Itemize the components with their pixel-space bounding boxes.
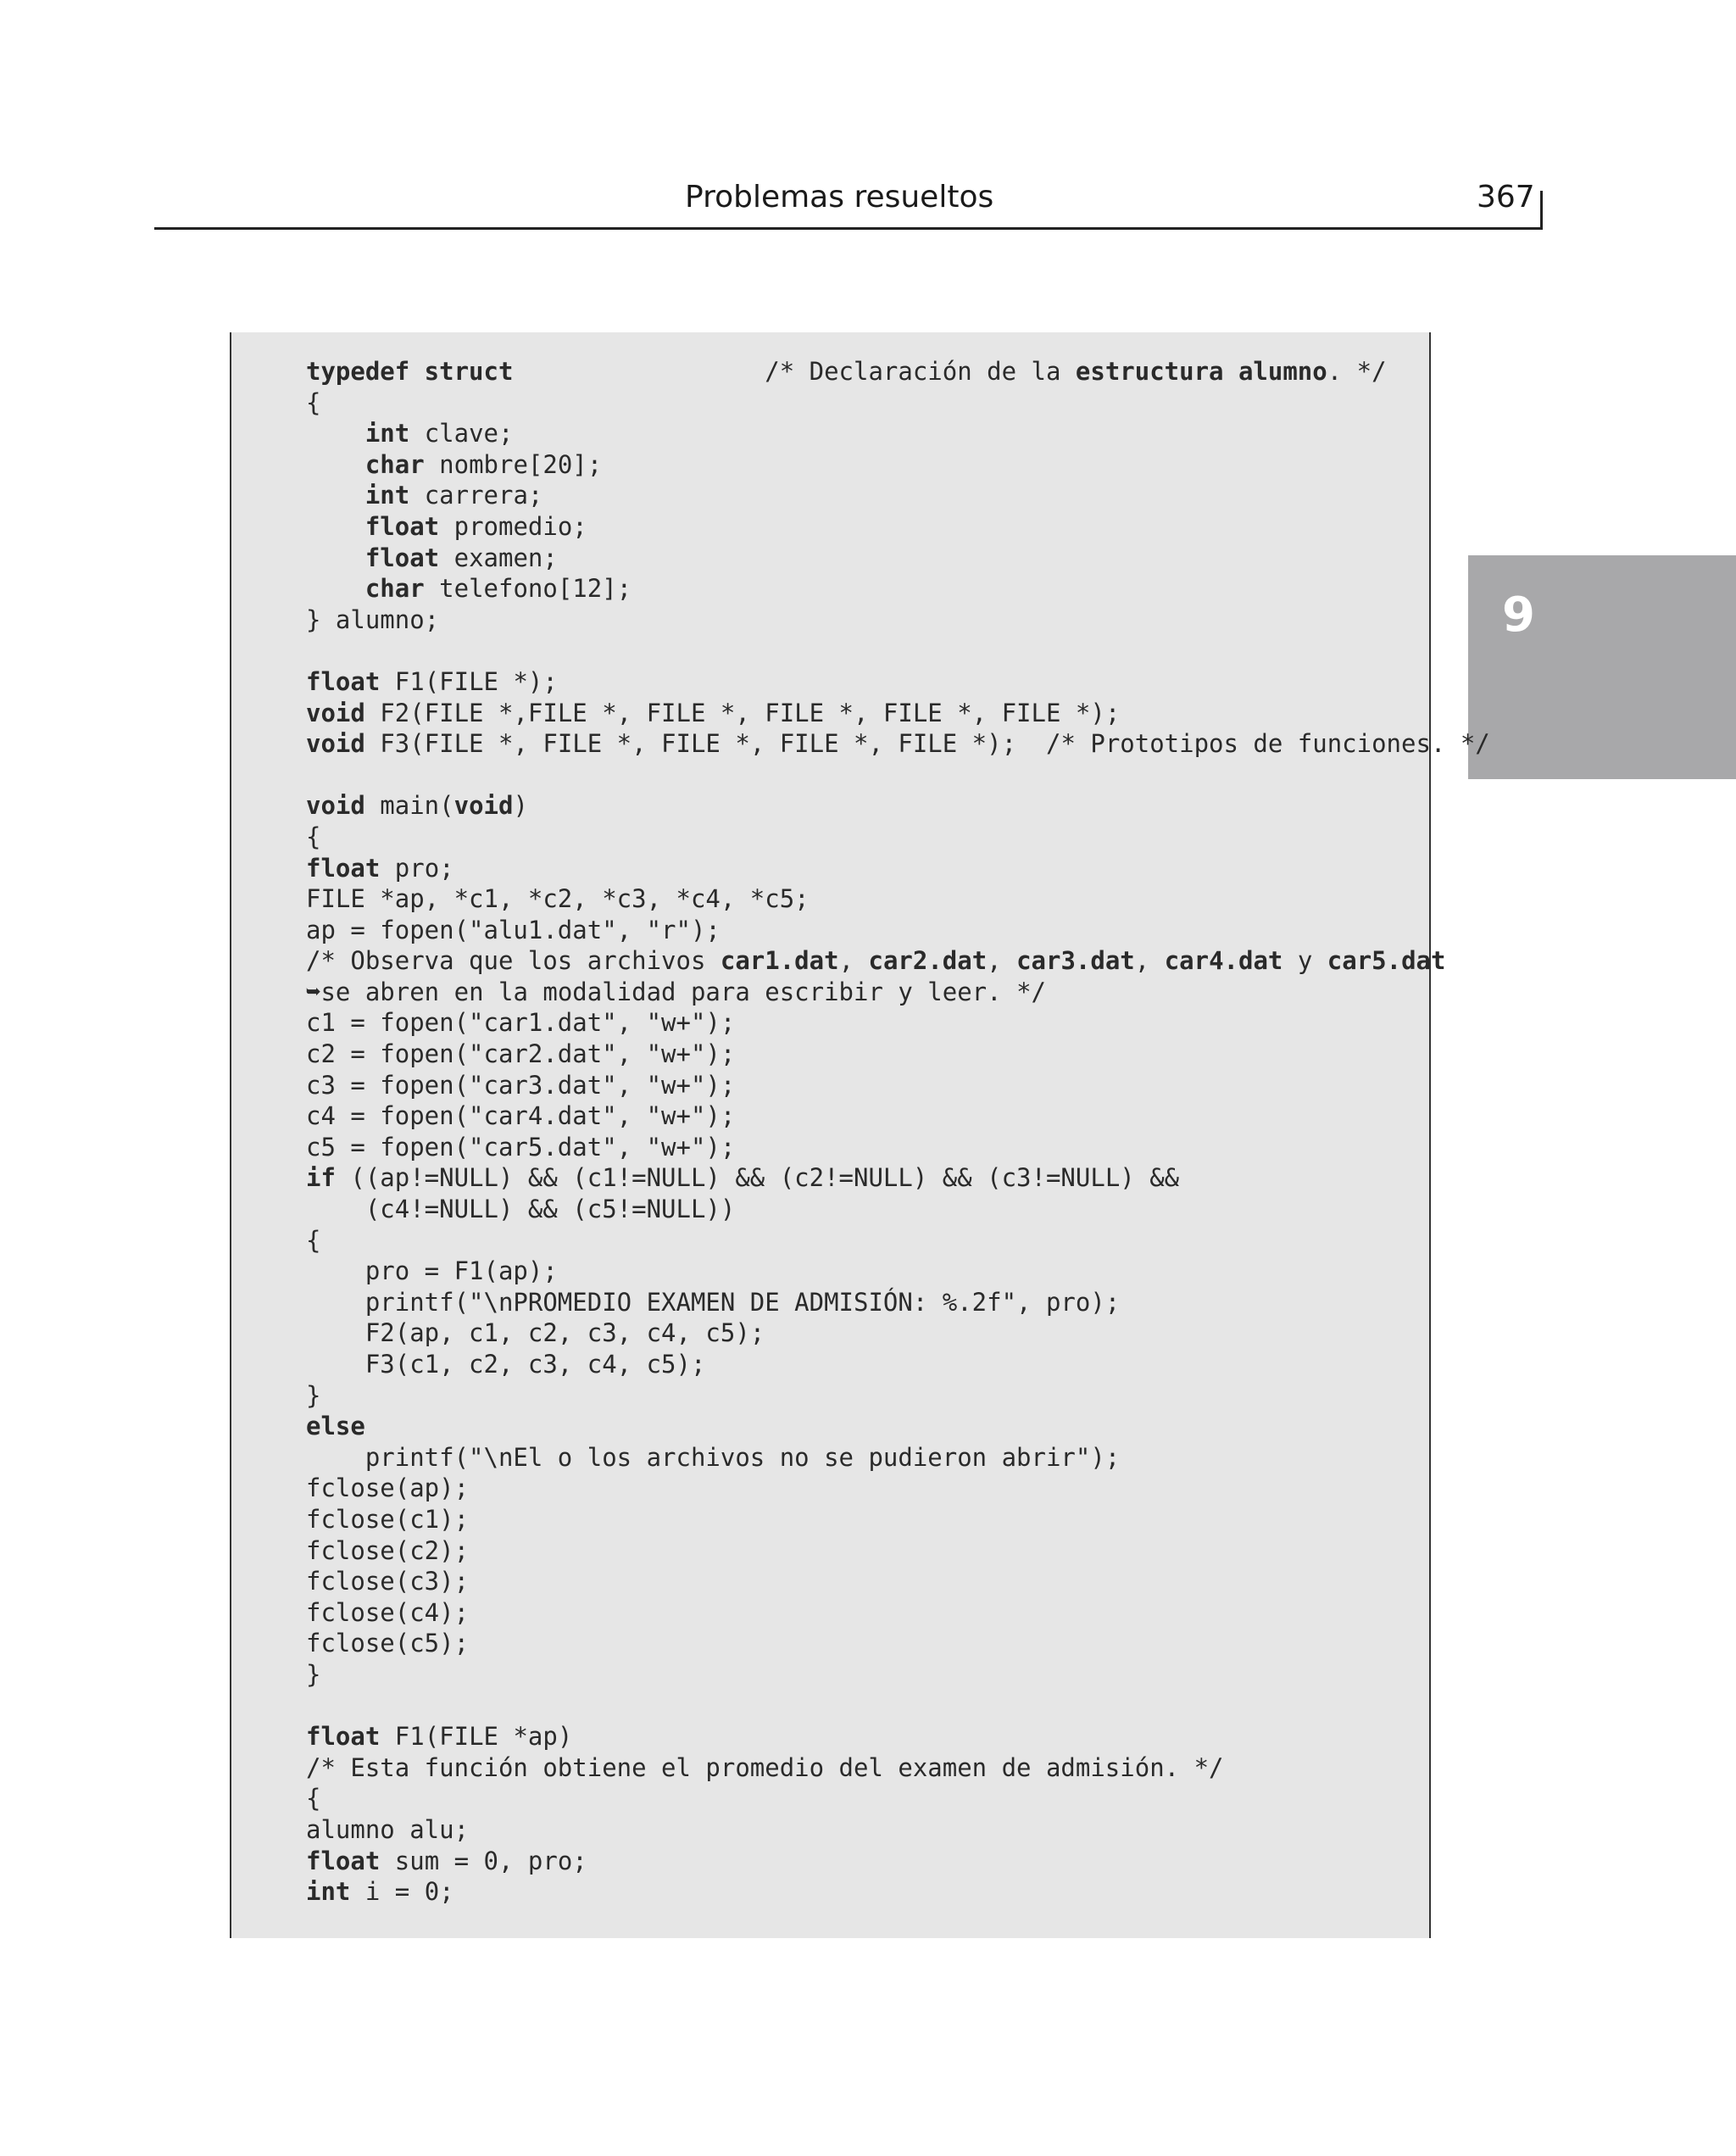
code-line bbox=[306, 418, 1490, 449]
code-line bbox=[306, 1007, 1490, 1039]
code-line bbox=[306, 945, 1490, 977]
code-keyword: ➥ bbox=[306, 977, 321, 1006]
code-line bbox=[306, 1846, 1490, 1877]
code-text: fclose(c5); bbox=[306, 1629, 470, 1658]
code-text: /* Observa que los archivos bbox=[306, 946, 721, 976]
code-text: ap = fopen("alu1.dat", "r"); bbox=[306, 915, 721, 944]
code-keyword: else bbox=[306, 1412, 365, 1441]
code-keyword: float bbox=[364, 543, 440, 572]
code-text: (c4!=NULL) && (c5!=NULL)) bbox=[306, 1195, 736, 1224]
code-keyword: int bbox=[306, 1877, 351, 1907]
code-text: , bbox=[987, 946, 1017, 976]
code-line bbox=[306, 543, 1490, 574]
code-keyword: char bbox=[364, 574, 425, 604]
code-text: ) bbox=[513, 791, 528, 821]
header-tick bbox=[1540, 191, 1543, 230]
code-line bbox=[306, 1597, 1490, 1629]
code-line bbox=[306, 1721, 1490, 1752]
code-keyword: float bbox=[306, 666, 381, 696]
code-text: se abren en la modalidad para escribir y leer. */ bbox=[320, 977, 1046, 1006]
code-text: pro = F1(ap); bbox=[306, 1256, 558, 1286]
code-text: F1(FILE *); bbox=[380, 666, 558, 696]
code-line bbox=[306, 1411, 1490, 1442]
code-text: y bbox=[1283, 946, 1327, 976]
code-keyword: car1.dat bbox=[720, 946, 839, 976]
code-listing bbox=[306, 356, 1490, 1908]
code-text: FILE *ap, *c1, *c2, *c3, *c4, *c5; bbox=[306, 884, 810, 914]
code-line bbox=[306, 790, 1490, 822]
code-text: . */ bbox=[1327, 357, 1387, 386]
code-line bbox=[306, 1628, 1490, 1659]
code-line bbox=[306, 1194, 1490, 1225]
code-line bbox=[306, 356, 1490, 387]
code-line bbox=[306, 573, 1490, 604]
code-text: pro; bbox=[380, 853, 454, 883]
code-line bbox=[306, 604, 1490, 636]
code-line bbox=[306, 822, 1490, 853]
code-line bbox=[306, 698, 1490, 729]
code-line bbox=[306, 1783, 1490, 1814]
code-line bbox=[306, 1566, 1490, 1597]
code-text: fclose(c1); bbox=[306, 1504, 470, 1534]
code-line bbox=[306, 635, 1490, 666]
code-text: F1(FILE *ap) bbox=[380, 1722, 573, 1752]
code-text bbox=[306, 574, 365, 603]
code-text: } bbox=[306, 1659, 321, 1689]
code-line bbox=[306, 1318, 1490, 1349]
code-keyword: car4.dat bbox=[1164, 946, 1283, 976]
code-keyword: estructura alumno bbox=[1075, 357, 1327, 386]
code-line bbox=[306, 1070, 1490, 1101]
page-number: 367 bbox=[1477, 180, 1535, 214]
code-line bbox=[306, 1287, 1490, 1318]
code-text bbox=[306, 450, 365, 479]
code-text: { bbox=[306, 1225, 321, 1255]
code-line bbox=[306, 1039, 1490, 1070]
code-line bbox=[306, 1442, 1490, 1474]
code-text: clave; bbox=[409, 419, 514, 448]
code-line bbox=[306, 760, 1490, 791]
code-text: ((ap!=NULL) && (c1!=NULL) && (c2!=NULL) && (c3!=NULL) && bbox=[335, 1163, 1180, 1193]
code-keyword: char bbox=[364, 449, 425, 479]
header-rule bbox=[154, 227, 1543, 230]
code-line bbox=[306, 1380, 1490, 1412]
code-text: /* Esta función obtiene el promedio del examen de admisión. */ bbox=[306, 1752, 1224, 1782]
code-line bbox=[306, 1659, 1490, 1691]
code-text: { bbox=[306, 1784, 321, 1813]
code-keyword: void bbox=[306, 791, 365, 821]
code-keyword: float bbox=[306, 1846, 381, 1875]
code-text: examen; bbox=[439, 543, 558, 572]
code-text: c5 = fopen("car5.dat", "w+"); bbox=[306, 1132, 736, 1162]
code-text: { bbox=[306, 822, 321, 851]
code-line bbox=[306, 1225, 1490, 1256]
code-text: } bbox=[306, 1380, 321, 1410]
code-listing-box bbox=[230, 332, 1490, 1938]
code-text: sum = 0, pro; bbox=[380, 1846, 587, 1875]
code-line bbox=[306, 1752, 1490, 1784]
chapter-number: 9 bbox=[1502, 588, 1535, 643]
code-text: telefono[12]; bbox=[424, 574, 632, 604]
code-keyword: typedef struct bbox=[306, 357, 514, 386]
code-line bbox=[306, 1814, 1490, 1846]
code-text: carrera; bbox=[409, 481, 543, 510]
code-text: c3 = fopen("car3.dat", "w+"); bbox=[306, 1070, 736, 1100]
code-text: i = 0; bbox=[350, 1877, 454, 1907]
code-keyword: float bbox=[364, 511, 440, 541]
code-keyword: int bbox=[364, 419, 410, 448]
code-line bbox=[306, 883, 1490, 915]
code-keyword: int bbox=[364, 481, 410, 510]
code-text: fclose(ap); bbox=[306, 1474, 470, 1503]
code-text: nombre[20]; bbox=[424, 449, 603, 479]
code-text: , bbox=[838, 946, 869, 976]
code-text bbox=[306, 481, 365, 510]
code-text: main( bbox=[364, 791, 454, 821]
code-text: } alumno; bbox=[306, 604, 440, 634]
code-text: F3(FILE *, FILE *, FILE *, FILE *, FILE *); /* Prototipos de funciones. */ bbox=[364, 729, 1490, 759]
code-keyword: void bbox=[306, 698, 365, 727]
code-line bbox=[306, 511, 1490, 543]
code-text: promedio; bbox=[439, 511, 587, 541]
chapter-tab bbox=[1468, 555, 1736, 779]
code-text: c2 = fopen("car2.dat", "w+"); bbox=[306, 1039, 736, 1069]
code-line bbox=[306, 1876, 1490, 1908]
code-line bbox=[306, 1162, 1490, 1194]
code-text: F2(FILE *,FILE *, FILE *, FILE *, FILE *, FILE *); bbox=[364, 698, 1121, 727]
code-text: F2(ap, c1, c2, c3, c4, c5); bbox=[306, 1318, 765, 1348]
code-text bbox=[306, 543, 365, 572]
code-text bbox=[306, 419, 365, 448]
code-keyword: void bbox=[306, 729, 365, 759]
code-text: c4 = fopen("car4.dat", "w+"); bbox=[306, 1101, 736, 1131]
code-text: fclose(c4); bbox=[306, 1597, 470, 1627]
code-text: fclose(c2); bbox=[306, 1535, 470, 1565]
code-line bbox=[306, 977, 1490, 1008]
code-line bbox=[306, 1132, 1490, 1163]
code-text: /* Declaración de la bbox=[513, 357, 1076, 386]
code-keyword: car2.dat bbox=[868, 946, 988, 976]
code-keyword: car5.dat bbox=[1327, 946, 1446, 976]
code-line bbox=[306, 1535, 1490, 1567]
code-text: { bbox=[306, 387, 321, 417]
code-line bbox=[306, 1100, 1490, 1132]
code-line bbox=[306, 449, 1490, 481]
code-line bbox=[306, 1691, 1490, 1722]
code-keyword: float bbox=[306, 853, 381, 883]
code-line bbox=[306, 1504, 1490, 1535]
code-line bbox=[306, 853, 1490, 884]
code-keyword: car3.dat bbox=[1016, 946, 1135, 976]
code-keyword: void bbox=[453, 791, 514, 821]
code-line bbox=[306, 387, 1490, 419]
code-line bbox=[306, 1256, 1490, 1287]
code-text: , bbox=[1134, 946, 1165, 976]
code-line bbox=[306, 915, 1490, 946]
code-text: F3(c1, c2, c3, c4, c5); bbox=[306, 1350, 706, 1379]
code-text: printf("\nPROMEDIO EXAMEN DE ADMISIÓN: %.2f", pro); bbox=[306, 1287, 1121, 1317]
code-line bbox=[306, 728, 1490, 760]
code-text: printf("\nEl o los archivos no se pudieron abrir"); bbox=[306, 1442, 1121, 1472]
code-line bbox=[306, 1349, 1490, 1380]
code-line bbox=[306, 480, 1490, 511]
code-keyword: if bbox=[306, 1163, 336, 1193]
code-text: alumno alu; bbox=[306, 1814, 470, 1844]
code-text bbox=[306, 512, 365, 541]
code-text: fclose(c3); bbox=[306, 1567, 470, 1596]
code-line bbox=[306, 666, 1490, 698]
code-text: c1 = fopen("car1.dat", "w+"); bbox=[306, 1008, 736, 1038]
code-line bbox=[306, 1473, 1490, 1504]
code-keyword: float bbox=[306, 1722, 381, 1752]
running-header-title: Problemas resueltos bbox=[685, 180, 994, 214]
